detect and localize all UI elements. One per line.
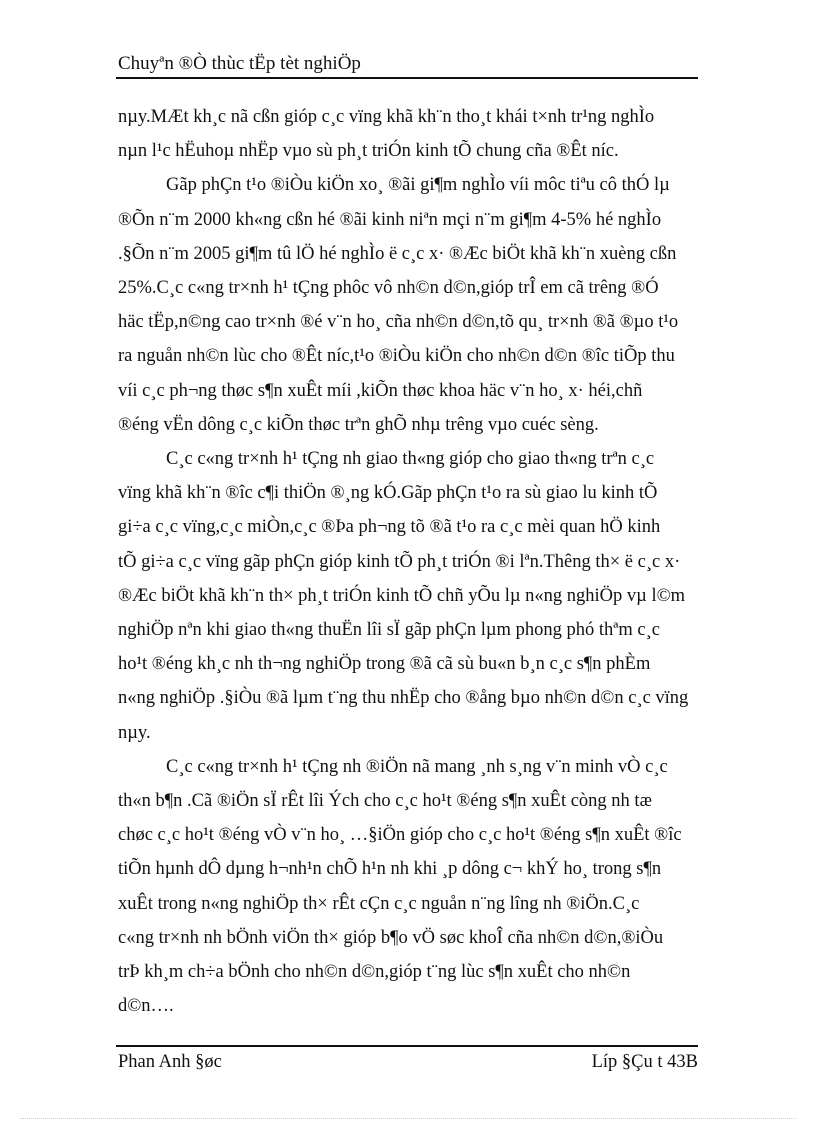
text-line: .§Õn n¨m 2005 gi¶m tû lÖ hé nghÌo ë c¸c x· ®Æc biÖt khã kh¨n xuèng cßn [118,243,677,264]
footer-divider [116,1045,698,1047]
text-line: ®Æc biÖt khã kh¨n th× ph¸t triÓn kinh tÕ chñ yÕu lµ n«ng nghiÖp vµ l©m [118,585,686,606]
text-line: trÞ kh¸m ch÷a bÖnh cho nh©n d©n,gióp t¨ng lùc s¶n xuÊt cho nh©n [118,962,631,983]
text-line: d©n…. [118,996,174,1017]
text-line: xuÊt trong n«ng nghiÖp th× rÊt cÇn c¸c nguån n¨ng lîng nh ®iÖn.C¸c [118,893,640,914]
text-line: tÕ gi÷a c¸c vïng gãp phÇn gióp kinh tÕ ph¸t triÓn ®i lªn.Thêng th× ë c¸c x· [118,551,681,572]
text-line: ®éng vËn dông c¸c kiÕn thøc trªn ghÕ nhµ trêng vµo cuéc sèng. [118,414,599,435]
text-line: C¸c c«ng tr×nh h¹ tÇng nh giao th«ng gióp cho giao th«ng trªn c¸c [166,449,655,470]
text-line: vïng khã kh¨n ®îc c¶i thiÖn ®¸ng kÓ.Gãp phÇn t¹o ra sù giao lu kinh tÕ [118,483,658,504]
text-line: ho¹t ®éng kh¸c nh th¬ng nghiÖp trong ®ã cã sù bu«n b¸n c¸c s¶n phÈm [118,654,651,675]
text-line: nµn l¹c hËuhoµ nhËp vµo sù ph¸t triÓn kinh tÕ chung cña ®Êt níc. [118,141,619,162]
text-line: gi÷a c¸c vïng,c¸c miÒn,c¸c ®Þa ph¬ng tõ ®ã t¹o ra c¸c mèi quan hÖ kinh [118,517,661,538]
text-line: ra nguån nh©n lùc cho ®Êt níc,t¹o ®iÒu kiÖn cho nh©n d©n ®îc tiÕp thu [118,346,675,367]
text-line: nµy. [118,722,151,743]
text-line: th«n b¶n .Cã ®iÖn sÏ rÊt lîi Ých cho c¸c ho¹t ®éng s¶n xuÊt còng nh tæ [118,791,652,812]
footer-class: Líp §Çu t 43B [591,1052,698,1072]
text-line: Gãp phÇn t¹o ®iÒu kiÖn xo¸ ®ãi gi¶m nghÌo víi môc tiªu cô thÓ lµ [166,175,670,196]
paragraph-4 [118,750,698,1024]
text-line: víi c¸c ph¬ng thøc s¶n xuÊt míi ,kiÕn thøc khoa häc v¨n ho¸ x· héi,chñ [118,380,643,401]
text-line: nghiÖp nªn khi giao th«ng thuËn lîi sÏ gãp phÇn lµm phong phó thªm c¸c [118,620,660,641]
page-edge-divider [20,1118,796,1119]
text-line: tiÕn hµnh dÔ dµng h¬nh¹n chÕ h¹n nh khi ¸p dông c¬ khÝ ho¸ trong s¶n [118,859,662,880]
text-line: nµy.MÆt kh¸c nã cßn gióp c¸c vïng khã kh¨n tho¸t khái t×nh tr¹ng nghÌo [118,107,655,127]
paragraph-2 [118,168,698,442]
header-divider [116,77,698,79]
text-line: 25%.C¸c c«ng tr×nh h¹ tÇng phôc vô nh©n d©n,gióp trÎ em cã trêng ®Ó [118,278,659,299]
paragraph-1 [118,100,698,168]
text-line: ®Õn n¨m 2000 kh«ng cßn hé ®ãi kinh niªn mçi n¨m gi¶m 4-5% hé nghÌo [118,209,662,230]
text-line: häc tËp,n©ng cao tr×nh ®é v¨n ho¸ cña nh©n d©n,tõ qu¸ tr×nh ®ã ®µo t¹o [118,312,679,333]
text-line: n«ng nghiÖp .§iÒu ®ã lµm t¨ng thu nhËp cho ®ång bµo nh©n d©n c¸c vïng [118,688,689,709]
text-line: chøc c¸c ho¹t ®éng vÒ v¨n ho¸ …§iÖn gióp cho c¸c ho¹t ®éng s¶n xuÊt ®îc [118,825,682,846]
text-line: C¸c c«ng tr×nh h¹ tÇng nh ®iÖn nã mang ¸nh s¸ng v¨n minh vÒ c¸c [166,756,668,777]
footer-author: Phan Anh §øc [118,1052,222,1072]
document-body [118,100,698,1023]
paragraph-3 [118,442,698,750]
page-footer [118,1050,698,1074]
page-header-title: Chuyªn ®Ò thùc tËp tèt nghiÖp [118,53,361,74]
text-line: c«ng tr×nh nh bÖnh viÖn th× gióp b¶o vÖ søc khoÎ cña nh©n d©n,®iÒu [118,927,664,948]
